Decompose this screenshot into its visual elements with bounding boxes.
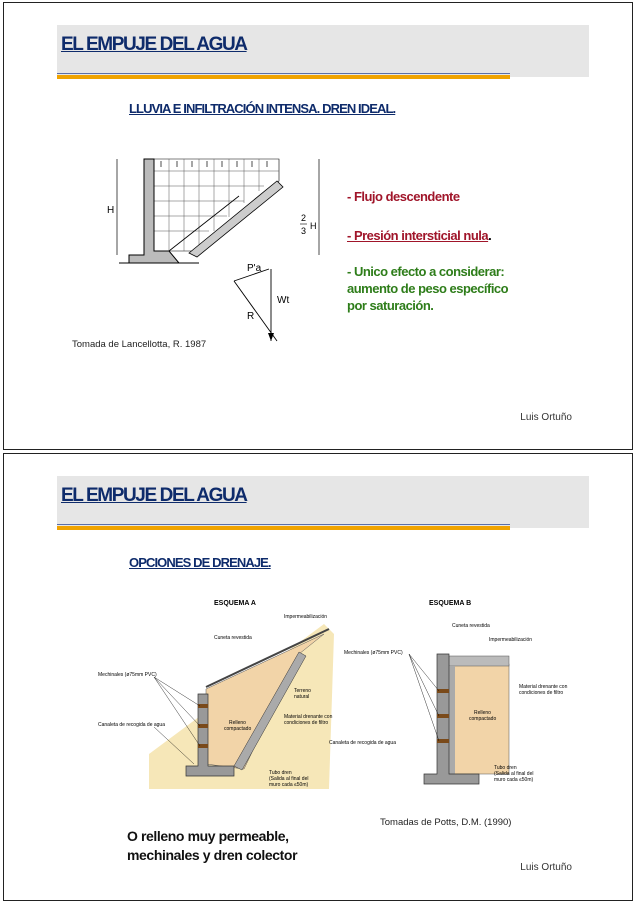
b-cuneta: Cuneta revestida <box>452 623 490 629</box>
header-rule-blue <box>57 73 510 74</box>
slide-2-author: Luis Ortuño <box>520 862 572 873</box>
bullet-presion-dot: . <box>488 228 492 243</box>
header-rule-blue <box>57 524 510 525</box>
bullet-unico <box>347 263 508 314</box>
slide-2-header <box>57 476 589 528</box>
b-tubo2: (Salida al final del <box>494 771 534 777</box>
a-tubo2: (Salida al final del <box>269 776 309 782</box>
figure-caption-potts: Tomadas de Potts, D.M. (1990) <box>380 817 512 828</box>
force-r-label: R <box>247 311 255 322</box>
bullet-unico-line1: - Unico efecto a considerar: <box>347 264 505 279</box>
a-tubo1: Tubo dren <box>269 770 292 776</box>
dim-h23-label: H <box>310 221 317 231</box>
a-relleno: Relleno <box>229 720 246 726</box>
b-material: Material drenante con <box>519 684 568 690</box>
slide-1-title: EL EMPUJE DEL AGUA <box>61 34 247 55</box>
b-relleno: Relleno <box>474 710 491 716</box>
slide-1 <box>3 2 633 450</box>
slide-1-subtitle: LLUVIA E INFILTRACIÓN INTENSA. DREN IDEAL. <box>129 101 396 116</box>
dim-two: 2 <box>301 213 307 223</box>
a-impermeabilizacion: Impermeabilización <box>284 614 328 620</box>
bullet-presion <box>347 227 491 244</box>
b-tubo1: Tubo dren <box>494 765 517 771</box>
b-canaleta: Canaleta de recogida de agua <box>329 740 396 746</box>
slide-2 <box>3 453 633 901</box>
bullet-presion-text: - Presión intersticial nula <box>347 228 489 243</box>
drainage-summary-line1: O relleno muy permeable, <box>127 828 289 844</box>
a-terreno2: natural <box>294 694 310 700</box>
force-pa-label: P'a <box>247 263 262 274</box>
a-tubo3: muro cada ≤50m) <box>269 782 309 788</box>
esquema-a-title: ESQUEMA A <box>214 600 256 607</box>
figure-caption-lancellotta: Tomada de Lancellotta, R. 1987 <box>72 339 207 350</box>
slide-2-title: EL EMPUJE DEL AGUA <box>61 485 247 506</box>
bullet-unico-line3: por saturación. <box>347 298 434 313</box>
a-canaleta: Canaleta de recogida de agua <box>98 722 165 728</box>
header-rule-orange <box>57 526 510 530</box>
bullet-unico-line2: aumento de peso específico <box>347 281 509 296</box>
a-relleno2: compactado <box>224 726 252 732</box>
bullet-flujo: - Flujo descendente <box>347 189 460 204</box>
a-material: Material drenante con <box>284 714 333 720</box>
b-material2: condiciones de filtro <box>519 690 564 696</box>
force-wt-label: Wt <box>277 295 290 306</box>
a-terreno: Terreno <box>294 688 311 694</box>
drainage-summary-line2: mechinales y dren colector <box>127 847 298 863</box>
drainage-summary <box>127 827 297 865</box>
b-impermeabilizacion: Impermeabilización <box>489 637 533 643</box>
a-material2: condiciones de filtro <box>284 720 329 726</box>
esquema-b-diagram <box>309 594 579 799</box>
dim-h-label: H <box>107 205 115 216</box>
header-rule-orange <box>57 75 510 79</box>
a-mechinales: Mechinales (ø75mm PVC) <box>98 672 157 678</box>
b-mechinales: Mechinales (ø75mm PVC) <box>344 650 403 656</box>
slide-1-header <box>57 25 589 77</box>
a-cuneta: Cuneta revestida <box>214 635 252 641</box>
retaining-wall-diagram <box>99 151 339 351</box>
dim-three: 3 <box>301 226 307 236</box>
b-relleno2: compactado <box>469 716 497 722</box>
slide-1-author: Luis Ortuño <box>520 412 572 423</box>
slide-2-subtitle: OPCIONES DE DRENAJE. <box>129 555 271 570</box>
esquema-b-title: ESQUEMA B <box>429 600 472 607</box>
b-tubo3: muro cada ≤50m) <box>494 777 534 783</box>
